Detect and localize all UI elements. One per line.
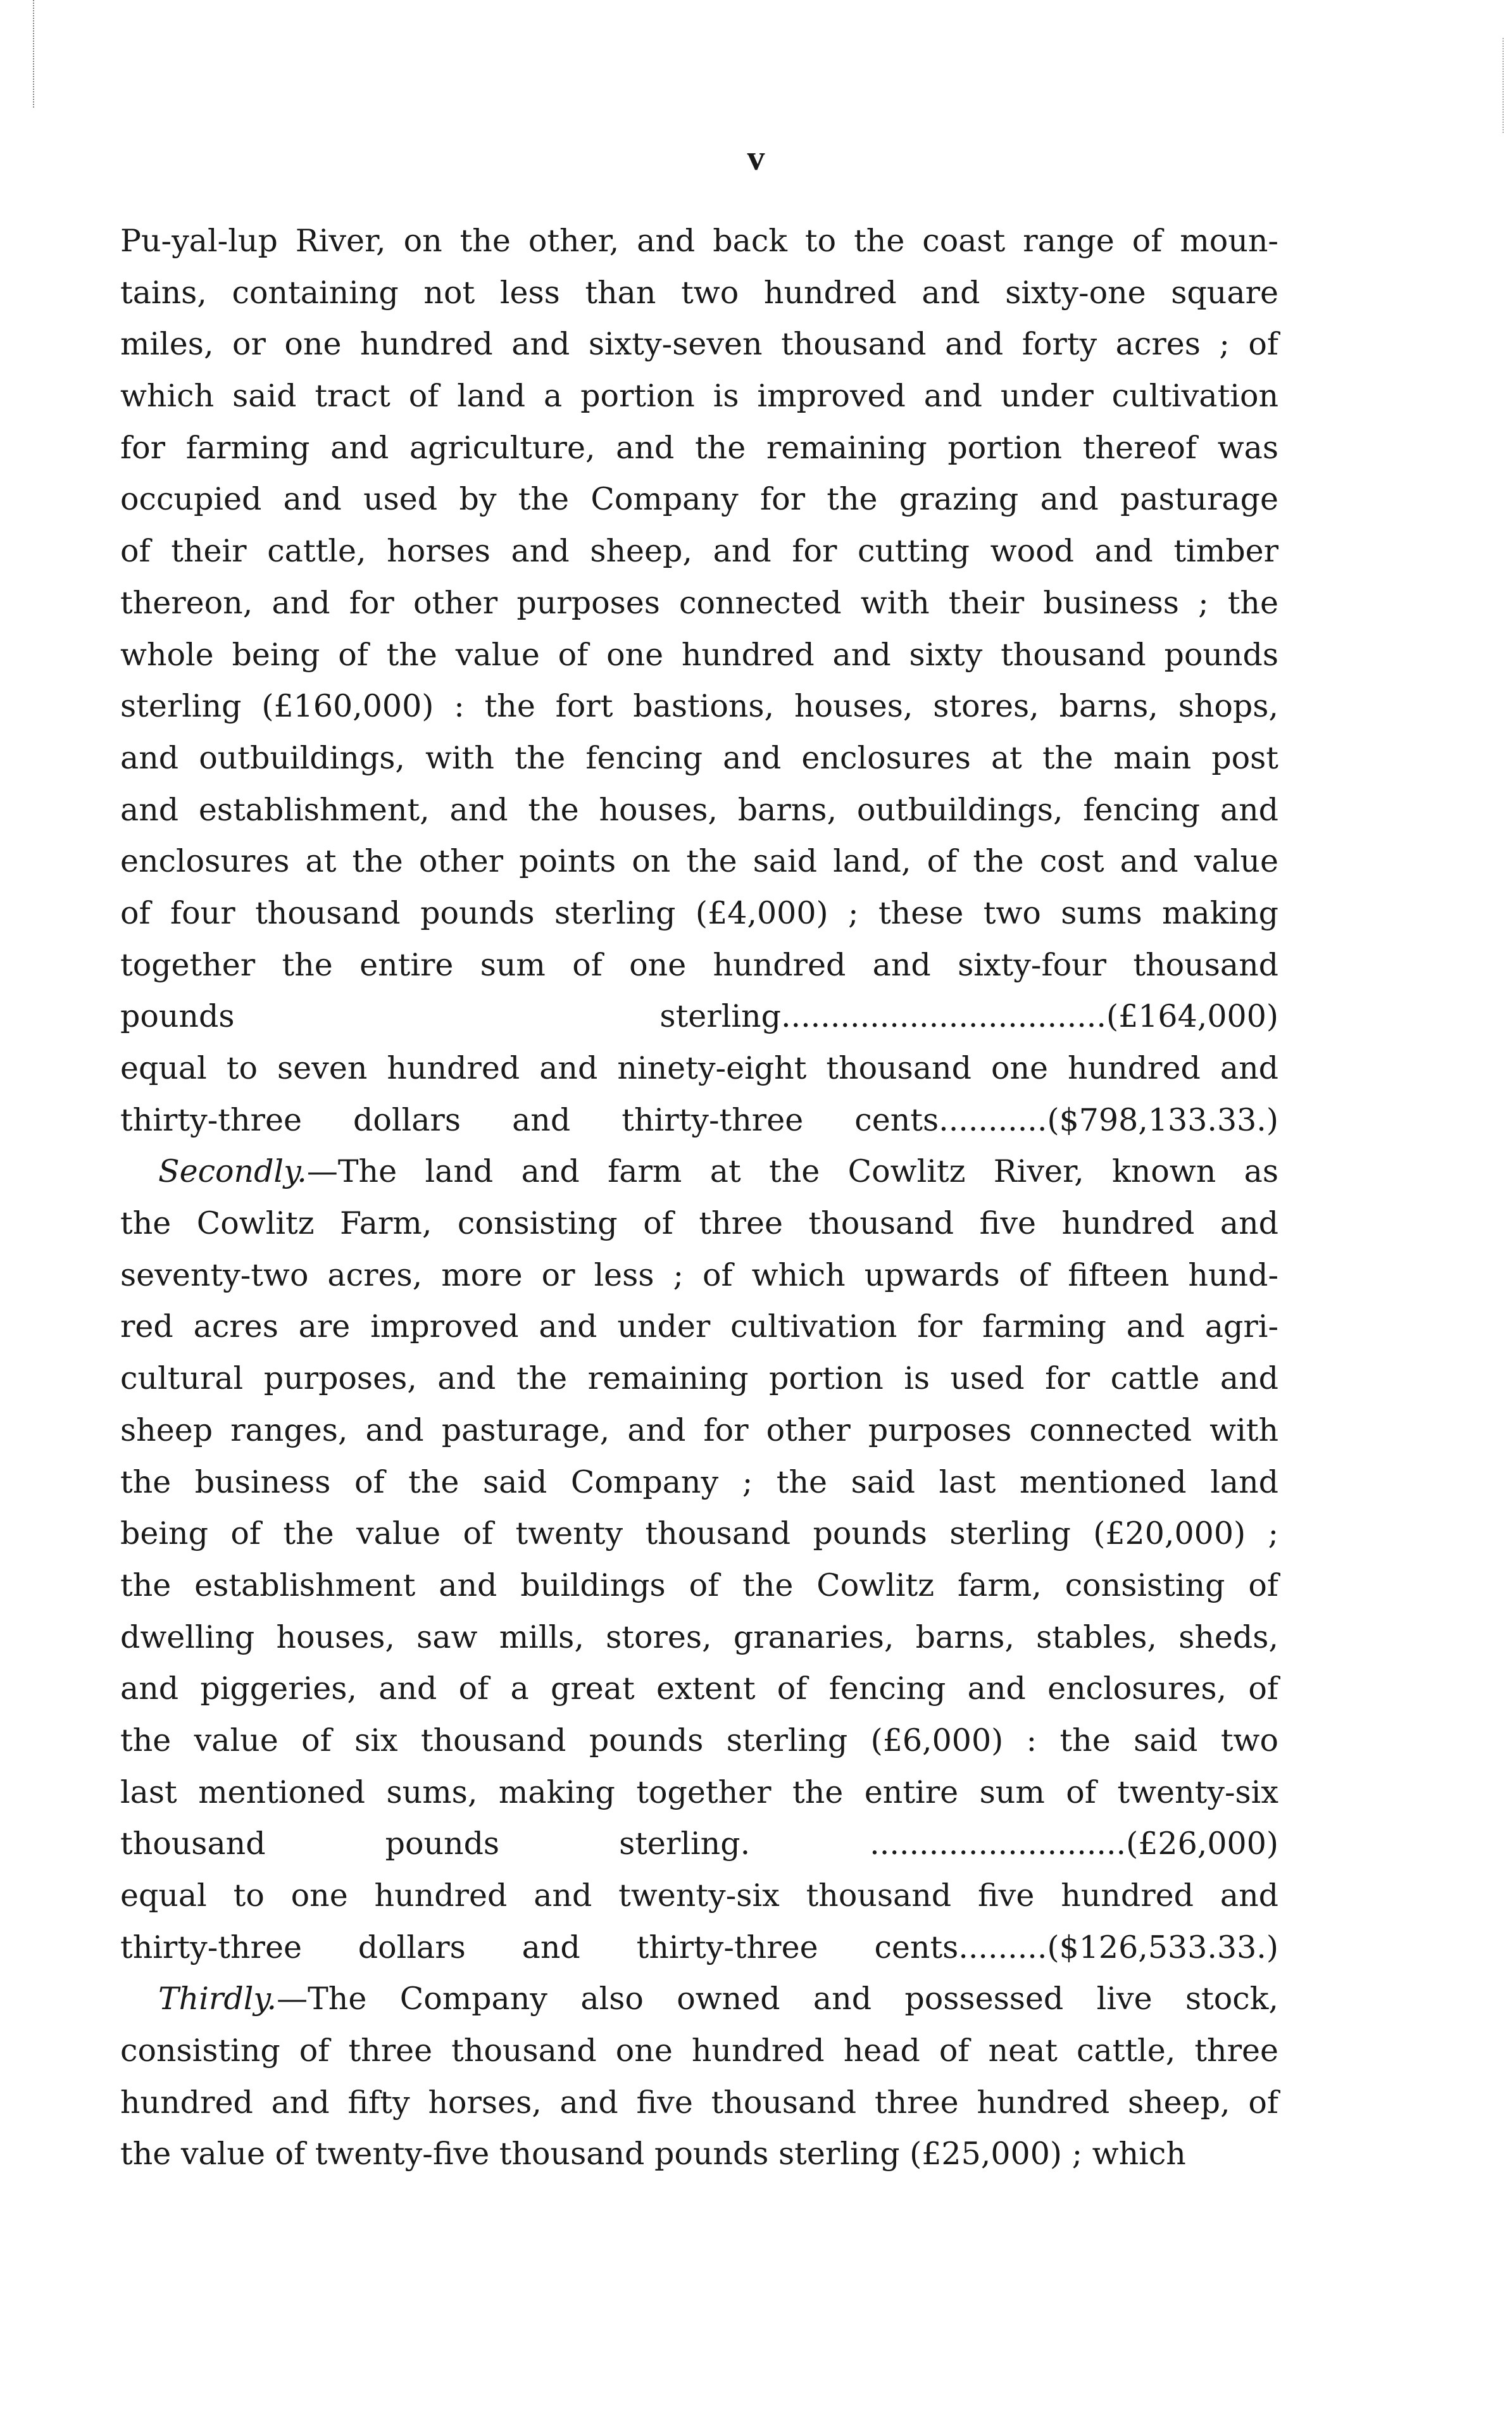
secondly-heading: Secondly.: [158, 1153, 307, 1190]
text-line: enclosures at the other points on the said land, of the cost and value: [120, 843, 1278, 880]
text-line: and establishment, and the houses, barns, outbuildings, fencing and: [120, 791, 1278, 828]
text-line: together the entire sum of one hundred and sixty-four thousand: [120, 946, 1278, 983]
body-text: [120, 215, 1278, 2180]
text-line: the establishment and buildings of the Cowlitz farm, consisting of: [120, 1567, 1278, 1603]
text-line: dwelling houses, saw mills, stores, granaries, barns, stables, sheds,: [120, 1619, 1278, 1655]
text-line: thereon, and for other purposes connected with their business ; the: [120, 584, 1278, 621]
text-line: the value of twenty-five thousand pounds sterling (£25,000) ; which: [120, 2136, 1186, 2172]
thirdly-text: —The Company also owned and possessed live stock,: [277, 1981, 1278, 2017]
text-line: tains, containing not less than two hundred and sixty-one square: [120, 274, 1278, 311]
text-line: occupied and used by the Company for the grazing and pasturage: [120, 481, 1278, 518]
text-line: red acres are improved and under cultivation for farming and agri-: [120, 1308, 1278, 1345]
text-line-thirdly: [120, 1973, 1278, 2025]
text-line: and outbuildings, with the fencing and enclosures at the main post: [120, 739, 1278, 776]
text-line: consisting of three thousand one hundred head of neat cattle, three: [120, 2033, 1278, 2069]
text-line: cultural purposes, and the remaining portion is used for cattle and: [120, 1360, 1278, 1397]
text-line: and piggeries, and of a great extent of fencing and enclosures, of: [120, 1670, 1278, 1707]
text-line: whole being of the value of one hundred and sixty thousand pounds: [120, 636, 1278, 673]
text-line: sheep ranges, and pasturage, and for other purposes connected with: [120, 1412, 1278, 1448]
text-line: pounds sterling.................................(£164,000): [120, 998, 1278, 1035]
text-line: seventy-two acres, more or less ; of which upwards of fifteen hund-: [120, 1257, 1278, 1293]
text-line: miles, or one hundred and sixty-seven thousand and forty acres ; of: [120, 326, 1278, 363]
text-line: of four thousand pounds sterling (£4,000) ; these two sums making: [120, 894, 1278, 931]
text-line: the Cowlitz Farm, consisting of three thousand five hundred and: [120, 1205, 1278, 1242]
text-line: the business of the said Company ; the said last mentioned land: [120, 1464, 1278, 1500]
text-line: equal to one hundred and twenty-six thousand five hundred and: [120, 1877, 1278, 1914]
secondly-text: —The land and farm at the Cowlitz River, known as: [306, 1153, 1278, 1190]
text-line: equal to seven hundred and ninety-eight thousand one hundred and: [120, 1050, 1278, 1086]
scan-edge-mark: [33, 0, 37, 108]
text-line: last mentioned sums, making together the entire sum of twenty-six: [120, 1774, 1278, 1810]
text-line-secondly: [120, 1146, 1278, 1198]
text-line: of their cattle, horses and sheep, and for cutting wood and timber: [120, 533, 1278, 570]
text-line: Pu-yal-lup River, on the other, and back to the coast range of moun-: [120, 223, 1278, 259]
text-line: sterling (£160,000) : the fort bastions, houses, stores, barns, shops,: [120, 688, 1278, 725]
text-line: which said tract of land a portion is improved and under cultivation: [120, 378, 1278, 415]
scan-edge-mark-right: [1503, 38, 1506, 133]
text-line: thirty-three dollars and thirty-three cents.........($126,533.33.): [120, 1929, 1278, 1965]
text-line: being of the value of twenty thousand pounds sterling (£20,000) ;: [120, 1515, 1278, 1552]
thirdly-heading: Thirdly.: [158, 1981, 277, 2017]
text-line: the value of six thousand pounds sterling (£6,000) : the said two: [120, 1722, 1278, 1758]
text-line: thousand pounds sterling. ..........................(£26,000): [120, 1826, 1278, 1862]
text-line: hundred and fifty horses, and five thousand three hundred sheep, of: [120, 2084, 1278, 2121]
page-number: v: [747, 139, 765, 178]
text-line: for farming and agriculture, and the remaining portion thereof was: [120, 429, 1278, 466]
text-line: thirty-three dollars and thirty-three cents...........($798,133.33.): [120, 1101, 1278, 1138]
